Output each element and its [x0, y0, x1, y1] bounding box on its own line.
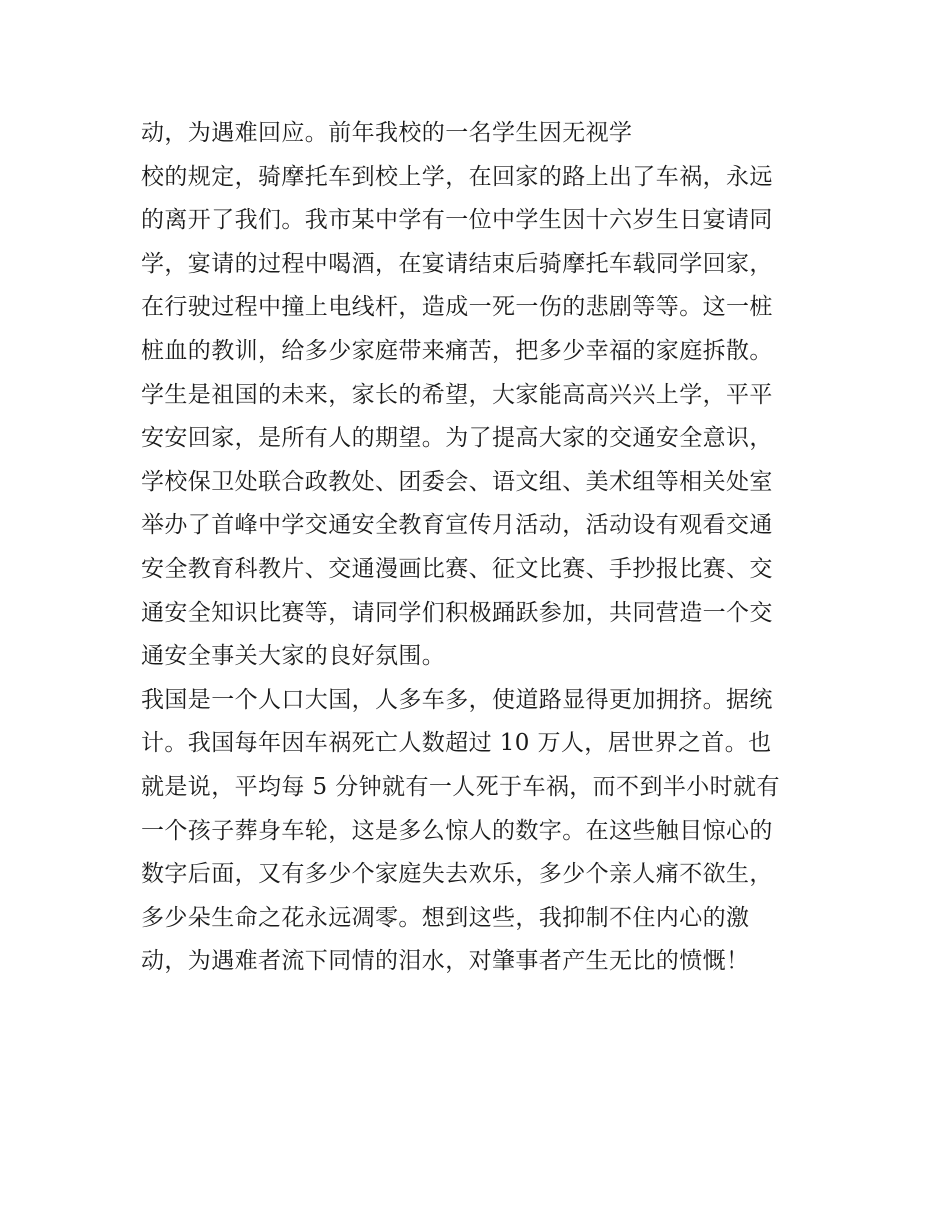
text-line: 安全教育科教片、交通漫画比赛、征文比赛、手抄报比赛、交 [141, 555, 773, 582]
text-line: 的离开了我们。我市某中学有一位中学生因十六岁生日宴请同 [141, 207, 773, 234]
body-text [141, 112, 821, 984]
text-line: 数字后面，又有多少个家庭失去欢乐，多少个亲人痛不欲生， [141, 861, 773, 888]
text-line: 就是说，平均每 5 分钟就有一人死于车祸，而不到半小时就有 [141, 773, 780, 800]
text-line: 学，宴请的过程中喝酒，在宴请结束后骑摩托车载同学回家， [141, 250, 773, 277]
text-line: 学生是祖国的未来，家长的希望，大家能高高兴兴上学，平平 [141, 381, 773, 408]
text-line: 通安全事关大家的良好氛围。 [141, 643, 446, 670]
text-line: 安安回家，是所有人的期望。为了提高大家的交通安全意识， [141, 425, 773, 452]
text-line: 计。我国每年因车祸死亡人数超过 10 万人，居世界之首。也 [141, 730, 772, 757]
text-line: 学校保卫处联合政教处、团委会、语文组、美术组等相关处室 [141, 468, 773, 495]
text-line: 动，为遇难回应。前年我校的一名学生因无视学 [141, 120, 633, 146]
text-line: 一个孩子葬身车轮，这是多么惊人的数字。在这些触目惊心的 [141, 817, 773, 844]
text-line: 多少朵生命之花永远凋零。想到这些，我抑制不住内心的激 [141, 904, 750, 931]
text-line: 校的规定，骑摩托车到校上学，在回家的路上出了车祸，永远 [141, 163, 773, 190]
text-line: 在行驶过程中撞上电线杆，造成一死一伤的悲剧等等。这一桩 [141, 294, 773, 321]
text-line: 动，为遇难者流下同情的泪水，对肇事者产生无比的愤慨！ [141, 948, 750, 975]
text-line: 桩血的教训，给多少家庭带来痛苦，把多少幸福的家庭拆散。 [141, 337, 773, 364]
text-line: 举办了首峰中学交通安全教育宣传月活动，活动设有观看交通 [141, 512, 773, 539]
text-line: 我国是一个人口大国，人多车多，使道路显得更加拥挤。据统 [141, 686, 773, 713]
text-line: 通安全知识比赛等，请同学们积极踊跃参加，共同营造一个交 [141, 599, 773, 626]
